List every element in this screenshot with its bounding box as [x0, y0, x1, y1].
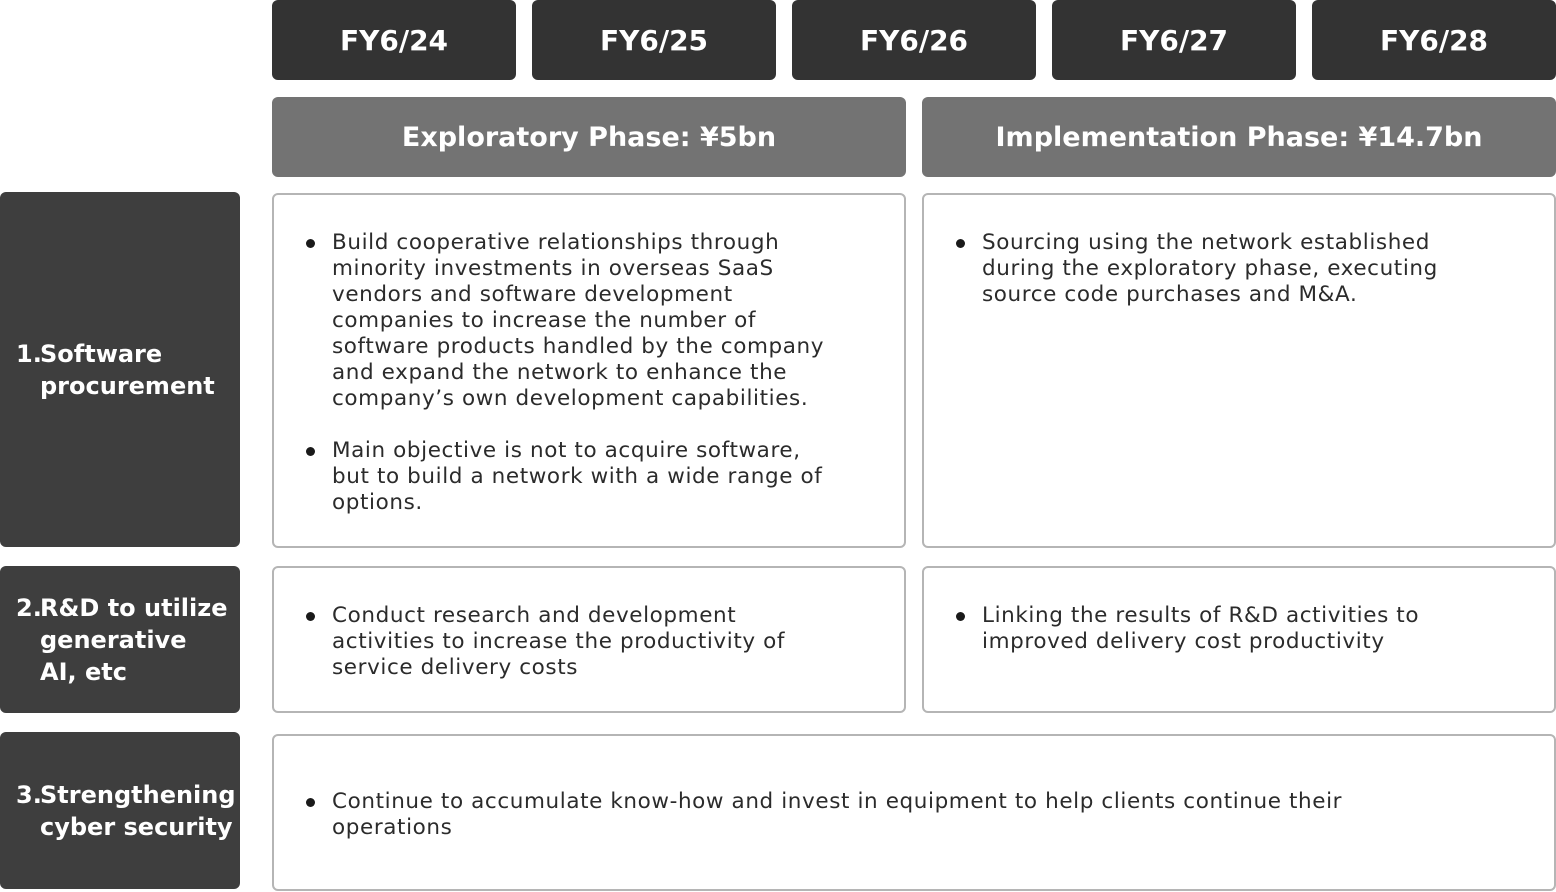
cell-software-procurement-exploratory [272, 193, 906, 548]
bullet-item: Build cooperative relationships through minority investments in overseas SaaS vendors and software development companies to increase the number of software products handled by the company and expand the network to enhance the company’s own development capabilities. [274, 230, 904, 412]
row-number: 1. [16, 339, 42, 368]
year-header-fy6-26: FY6/26 [792, 0, 1036, 80]
bullet-item: Continue to accumulate know-how and invest in equipment to help clients continue their operations [274, 789, 1554, 841]
year-header-fy6-27: FY6/27 [1052, 0, 1296, 80]
bullet-item: Main objective is not to acquire software, but to build a network with a wide range of options. [274, 438, 904, 516]
bullet-item: Sourcing using the network established during the exploratory phase, executing source code purchases and M&A. [924, 230, 1554, 308]
cell-rd-implementation [922, 566, 1556, 713]
year-header-fy6-24: FY6/24 [272, 0, 516, 80]
row-number: 2. [16, 593, 42, 622]
row-label-text: R&D to utilize generative AI, etc [40, 593, 228, 686]
row-number: 3. [16, 780, 42, 809]
cell-rd-exploratory [272, 566, 906, 713]
cell-software-procurement-implementation [922, 193, 1556, 548]
phase-header-implementation: Implementation Phase: ¥14.7bn [922, 97, 1556, 177]
row-label-text: Software procurement [40, 339, 215, 400]
cell-cyber-security-all-years [272, 734, 1556, 891]
row-label-rd-generative-ai [0, 566, 240, 713]
year-header-fy6-28: FY6/28 [1312, 0, 1556, 80]
row-label-text: Strengthening cyber security [40, 780, 236, 841]
year-header-fy6-25: FY6/25 [532, 0, 776, 80]
row-label-cyber-security [0, 732, 240, 889]
bullet-item: Linking the results of R&D activities to improved delivery cost productivity [924, 603, 1554, 655]
bullet-item: Conduct research and development activities to increase the productivity of service delivery costs [274, 603, 904, 681]
phase-header-exploratory: Exploratory Phase: ¥5bn [272, 97, 906, 177]
row-label-software-procurement [0, 192, 240, 547]
